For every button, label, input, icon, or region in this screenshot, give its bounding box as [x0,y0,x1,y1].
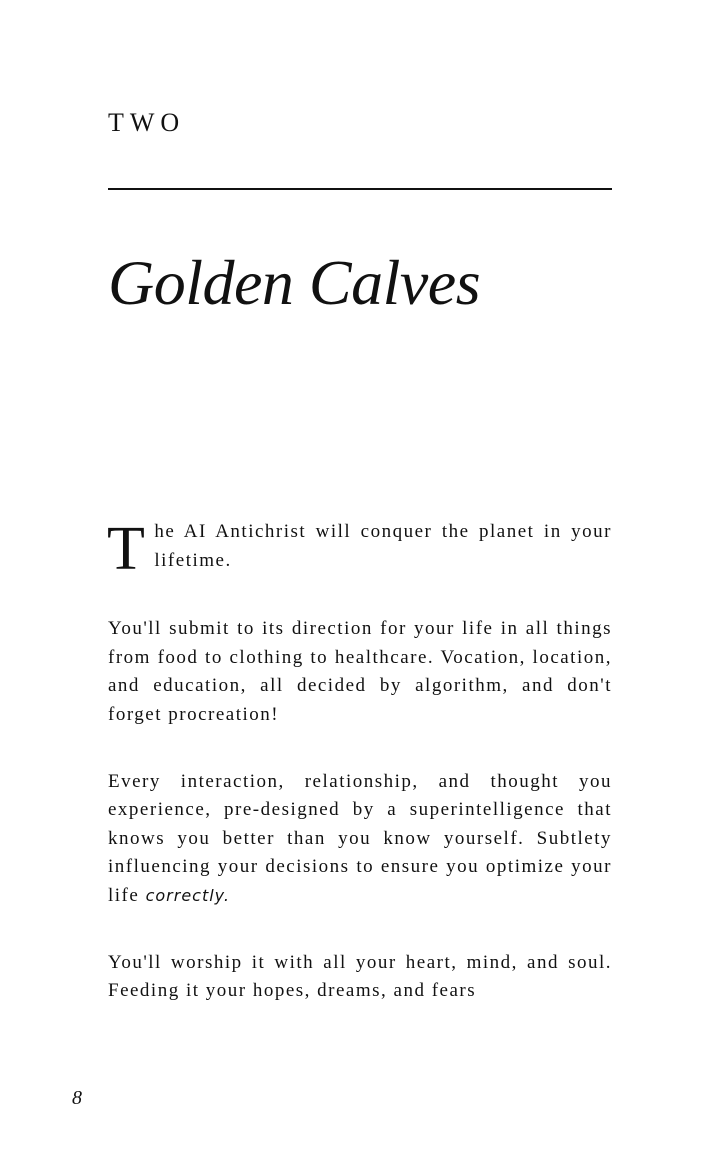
paragraph-3-end: . [223,885,230,905]
paragraph-3 [108,768,612,911]
chapter-divider [108,188,612,190]
chapter-number: TWO [108,108,186,137]
paragraph-1-text: he AI Antichrist will conquer the planet in your lifetime. [154,521,612,571]
drop-cap: T [107,515,147,583]
page-number: 8 [72,1087,82,1109]
paragraph-3-text: Every interaction, relationship, and thought you experience, pre-designed by a superintelligence that knows you better than you know yourself. Subtlety influencing your decisions to ensure you optimize your life [108,770,612,906]
chapter-title: Golden Calves [108,247,481,318]
paragraph-1 [107,515,612,583]
paragraph-3-emphasis: correctly [145,885,224,905]
paragraph-2: You'll submit to its direction for your life in all things from food to clothing to healthcare. Vocation, location, and education, all decided by algorithm, and don't forget procreation! [108,618,612,725]
chapter-body [107,515,612,1044]
paragraph-4: You'll worship it with all your heart, mind, and soul. Feeding it your hopes, dreams, and fears [108,951,612,1002]
